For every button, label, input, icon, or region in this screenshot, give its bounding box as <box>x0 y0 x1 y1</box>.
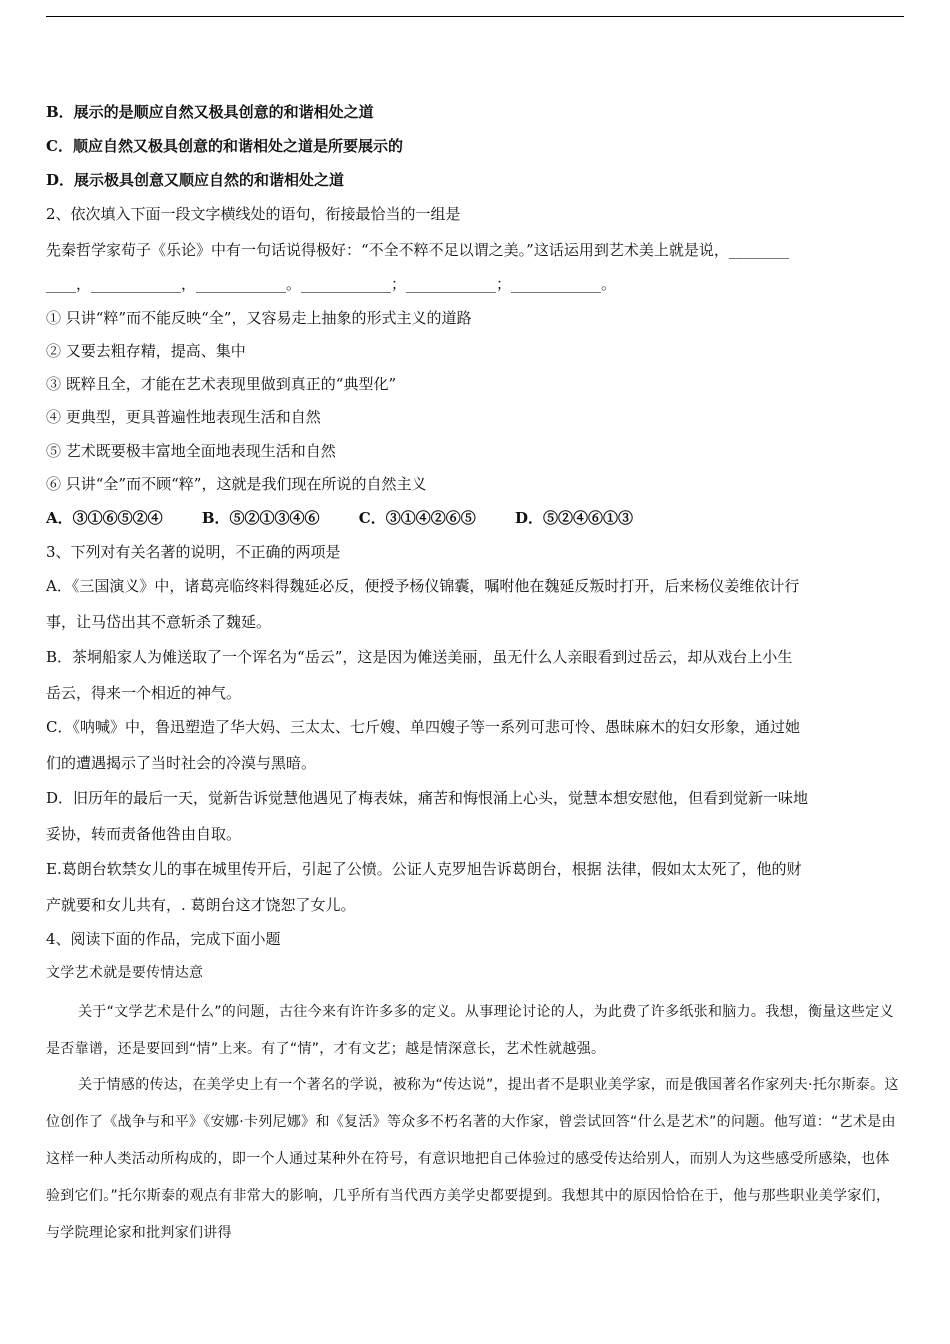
q2-title: 2、依次填入下面一段文字横线处的语句，衔接最恰当的一组是 <box>46 205 461 223</box>
q3-option-c-line2: 们的遭遇揭示了当时社会的冷漠与黑暗。 <box>46 754 317 772</box>
q3-option-a-line2: 事，让马岱出其不意斩杀了魏延。 <box>46 613 272 631</box>
q2-item-1: ① 只讲“粹”而不能反映“全”，又容易走上抽象的形式主义的道路 <box>46 309 472 327</box>
q2-item-6: ⑥ 只讲“全”而不顾“粹”，这就是我们现在所说的自然主义 <box>46 475 427 493</box>
q3-option-e-line1: E.葛朗台软禁女儿的事在城里传开后，引起了公愤。公证人克罗旭告诉葛朗台，根据 法律，假如太太死了，他的财 <box>46 860 802 878</box>
q3-option-d-line1: D．旧历年的最后一天，觉新告诉觉慧他遇见了梅表妹，痛苦和悔恨涌上心头，觉慧本想安慰他，但看到觉新一味地 <box>46 789 809 807</box>
q2-choice-b: B．⑤②①③④⑥ <box>201 509 320 527</box>
q2-item-3: ③ 既粹且全，才能在艺术表现里做到真正的“典型化” <box>46 375 397 393</box>
q3-option-d-line2: 妥协，转而责备他咎由自取。 <box>46 825 242 843</box>
q2-stem-line2: ____，____________，____________。____________；____________；____________。 <box>46 275 617 293</box>
q2-item-5: ⑤ 艺术既要极丰富地全面地表现生活和自然 <box>46 442 336 460</box>
header-rule <box>46 16 904 17</box>
q1-option-b: B．展示的是顺应自然又极具创意的和谐相处之道 <box>46 103 374 121</box>
q2-stem-line1: 先秦哲学家荀子《乐论》中有一句话说得极好：“不全不粹不足以谓之美。”这话运用到艺术美上就是说，________ <box>46 241 789 259</box>
q3-option-e-line2: 产就要和女儿共有，. 葛朗台这才饶恕了女儿。 <box>46 896 356 914</box>
q2-choice-a: A．③①⑥⑤②④ <box>46 509 163 527</box>
q3-option-c-line1: C．《呐喊》中，鲁迅塑造了华大妈、三太太、七斤嫂、单四嫂子等一系列可悲可怜、愚昧麻木的妇女形象，通过她 <box>46 718 800 736</box>
q2-item-2: ② 又要去粗存精，提高、集中 <box>46 342 246 360</box>
q1-option-d: D．展示极具创意又顺应自然的和谐相处之道 <box>46 171 345 189</box>
q3-title: 3、下列对有关名著的说明，不正确的两项是 <box>46 543 341 561</box>
q3-option-b-line1: B．茶垌船家人为傩送取了一个诨名为“岳云”，这是因为傩送美丽，虽无什么人亲眼看到过岳云，却从戏台上小生 <box>46 648 793 666</box>
q2-choices <box>46 508 902 528</box>
essay-paragraph-1: 关于“文学艺术是什么”的问题，古往今来有许许多多的定义。从事理论讨论的人，为此费了许多纸张和脑力。我想，衡量这些定义是否靠谱，还是要回到“情”上来。有了“情”，才有文艺；越是情深意长，艺术性就越强。 <box>46 1004 894 1057</box>
essay-paragraph-2: 关于情感的传达，在美学史上有一个著名的学说，被称为“传达说”，提出者不是职业美学家，而是俄国著名作家列夫·托尔斯泰。这位创作了《战争与和平》《安娜·卡列尼娜》和《复活》等众多不朽名著的大作家，曾尝试回答“什么是艺术”的问题。他写道：“艺术是由这样一种人类活动所构成的，即一个人通过某种外在符号，有意识地把自己体验过的感受传达给别人，而别人为这些感受所感染，也体验到它们。”托尔斯泰的观点有非常大的影响，几乎所有当代西方美学史都要提到。我想其中的原因恰恰在于，他与那些职业美学家们，与学院理论家和批判家们讲得 <box>46 1077 899 1241</box>
q2-item-4: ④ 更典型，更具普遍性地表现生活和自然 <box>46 408 321 426</box>
q2-choice-d: D．⑤②④⑥①③ <box>514 509 633 527</box>
essay-title: 文学艺术就是要传情达意 <box>46 965 204 981</box>
q3-option-a-line1: A．《三国演义》中，诸葛亮临终料得魏延必反，便授予杨仪锦囊，嘱咐他在魏延反叛时打开，后来杨仪姜维依计行 <box>46 577 800 595</box>
q3-option-b-line2: 岳云，得来一个相近的神气。 <box>46 684 242 702</box>
q4-title: 4、阅读下面的作品，完成下面小题 <box>46 930 281 948</box>
q1-option-c: C．顺应自然又极具创意的和谐相处之道是所要展示的 <box>46 137 403 155</box>
q2-choice-c: C．③①④②⑥⑤ <box>358 509 476 527</box>
